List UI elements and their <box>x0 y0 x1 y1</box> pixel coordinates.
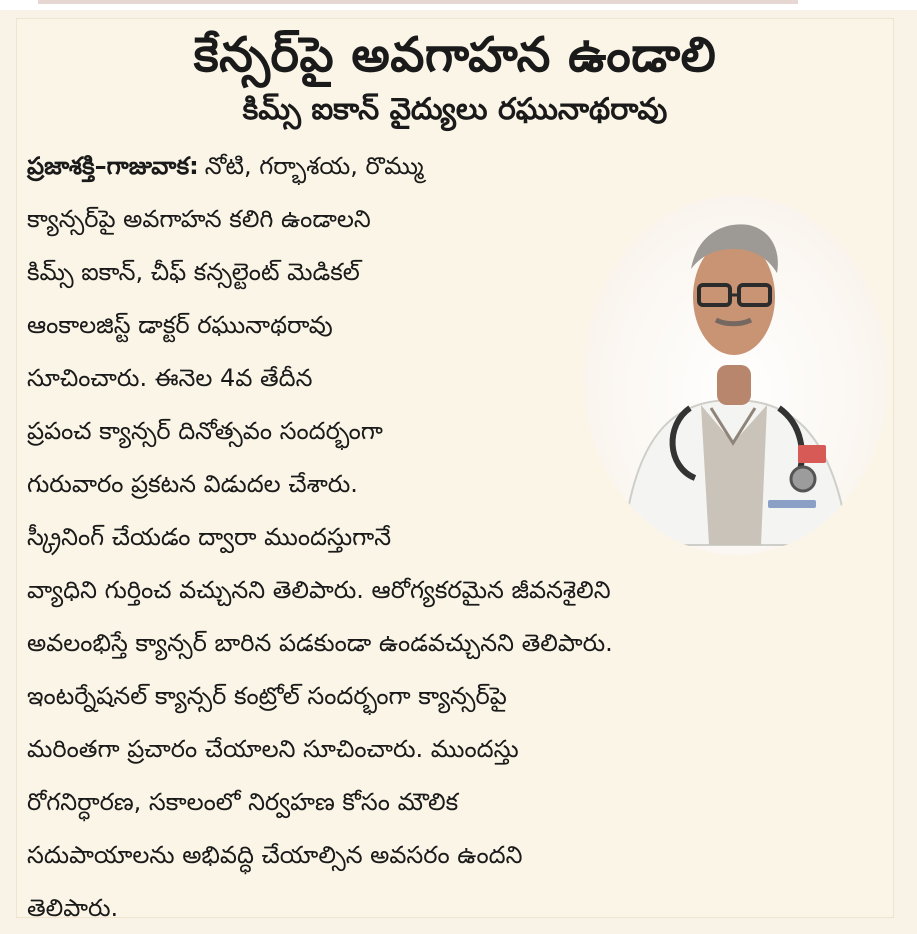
article-line-1 <box>27 149 587 183</box>
article-line-10: అవలంభిస్తే క్యాన్సర్ బారిన పడకుండా ఉండవచ్చునని తెలిపారు. <box>27 629 613 657</box>
article-line-5: సూచించారు. ఈనెల 4వ తేదీన <box>27 364 313 392</box>
article-line-3: కిమ్స్ ఐకాన్, చీఫ్ కన్సల్టెంట్ మెడికల్ <box>27 258 360 286</box>
newspaper-clipping <box>16 18 894 922</box>
doctor-photo-illustration <box>583 195 889 555</box>
subheadline: కిమ్స్ ఐకాన్ వైద్యులు రఘునాథరావు <box>242 92 668 127</box>
article-line-11: ఇంటర్నేషనల్ క్యాన్సర్ కంట్రోల్ సందర్భంగా క్యాన్సర్‌పై <box>27 682 507 710</box>
article-line-15: తెలిపారు. <box>27 894 119 922</box>
article-line-12: మరింతగా ప్రచారం చేయాలని సూచించారు. ముందస్తు <box>27 735 519 763</box>
doctor-photo <box>583 195 889 555</box>
article-line-7: గురువారం ప్రకటన విడుదల చేశారు. <box>27 470 358 498</box>
article-line-14: సదుపాయాలను అభివద్ధి చేయాల్సిన అవసరం ఉందని <box>27 841 523 869</box>
headline: కేన్సర్‌పై అవగాహన ఉండాలి <box>193 27 717 83</box>
article-line-6: ప్రపంచ క్యాన్సర్ దినోత్సవం సందర్భంగా <box>27 417 383 445</box>
article-line-9: వ్యాధిని గుర్తించ వచ్చునని తెలిపారు. ఆరోగ్యకరమైన జీవనశైలిని <box>27 576 611 604</box>
article-line-4: ఆంకాలజిస్ట్ డాక్టర్ రఘునాథరావు <box>27 311 333 339</box>
top-strip <box>0 0 917 10</box>
article-line-8: స్క్రీనింగ్ చేయడం ద్వారా ముందస్తుగానే <box>27 523 392 551</box>
top-strip-mark <box>38 0 798 4</box>
article-line-13: రోగనిర్ధారణ, సకాలంలో నిర్వహణ కోసం మౌలిక <box>27 788 459 816</box>
article-line-2: క్యాన్సర్‌పై అవగాహన కలిగి ఉండాలని <box>27 205 371 233</box>
article-line-1-text: నోటి, గర్భాశయ, రొమ్ము <box>204 152 424 180</box>
dateline: ప్రజాశక్తి–గాజువాక: <box>27 152 199 180</box>
